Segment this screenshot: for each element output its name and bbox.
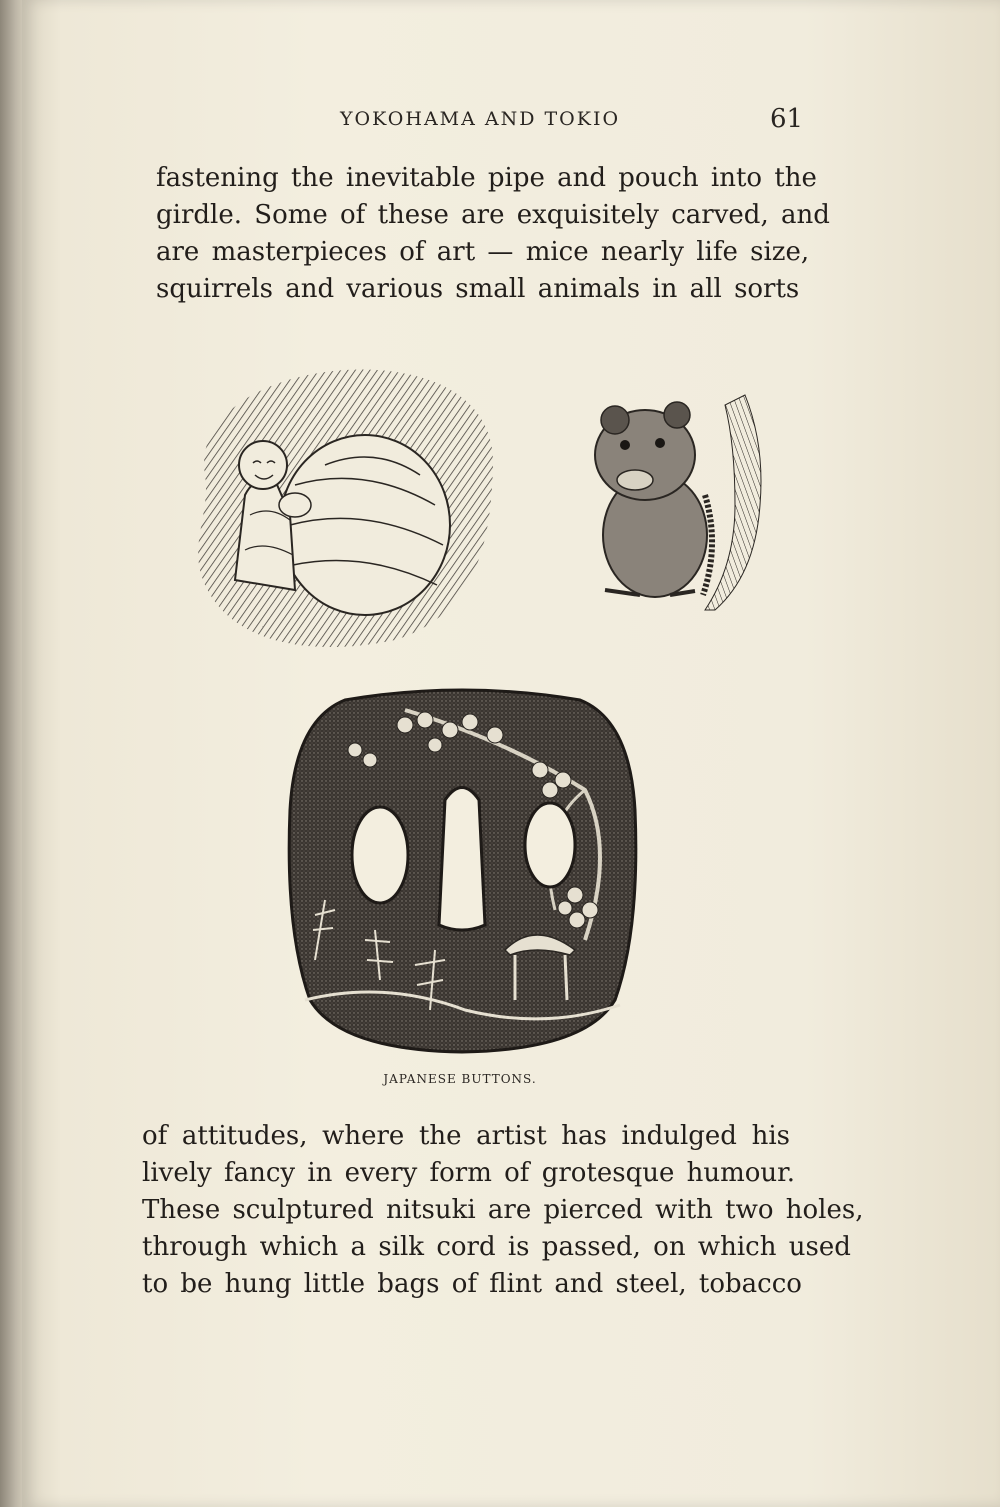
text-line: are masterpieces of art — mice nearly life size, (156, 237, 810, 267)
body-text-top (156, 160, 830, 308)
figure-caption: JAPANESE BUTTONS. (383, 1072, 537, 1086)
running-title: YOKOHAMA AND TOKIO (340, 108, 621, 130)
netsuke-figure-with-sack-illustration (175, 355, 505, 655)
page-number: 61 (770, 104, 804, 134)
text-line: These sculptured nitsuki are pierced with two holes, (142, 1195, 864, 1225)
text-line: to be hung little bags of flint and steel, tobacco (142, 1269, 802, 1299)
text-line: lively fancy in every form of grotesque humour. (142, 1158, 796, 1188)
body-text-bottom (142, 1118, 864, 1303)
text-line: through which a silk cord is passed, on which used (142, 1232, 851, 1262)
text-line: squirrels and various small animals in all sorts (156, 274, 800, 304)
tsuba-sword-guard-illustration (285, 680, 640, 1055)
text-line: fastening the inevitable pipe and pouch into the (156, 163, 817, 193)
netsuke-squirrel-illustration (585, 385, 775, 615)
text-line: girdle. Some of these are exquisitely carved, and (156, 200, 830, 230)
text-line: of attitudes, where the artist has indulged his (142, 1121, 790, 1151)
